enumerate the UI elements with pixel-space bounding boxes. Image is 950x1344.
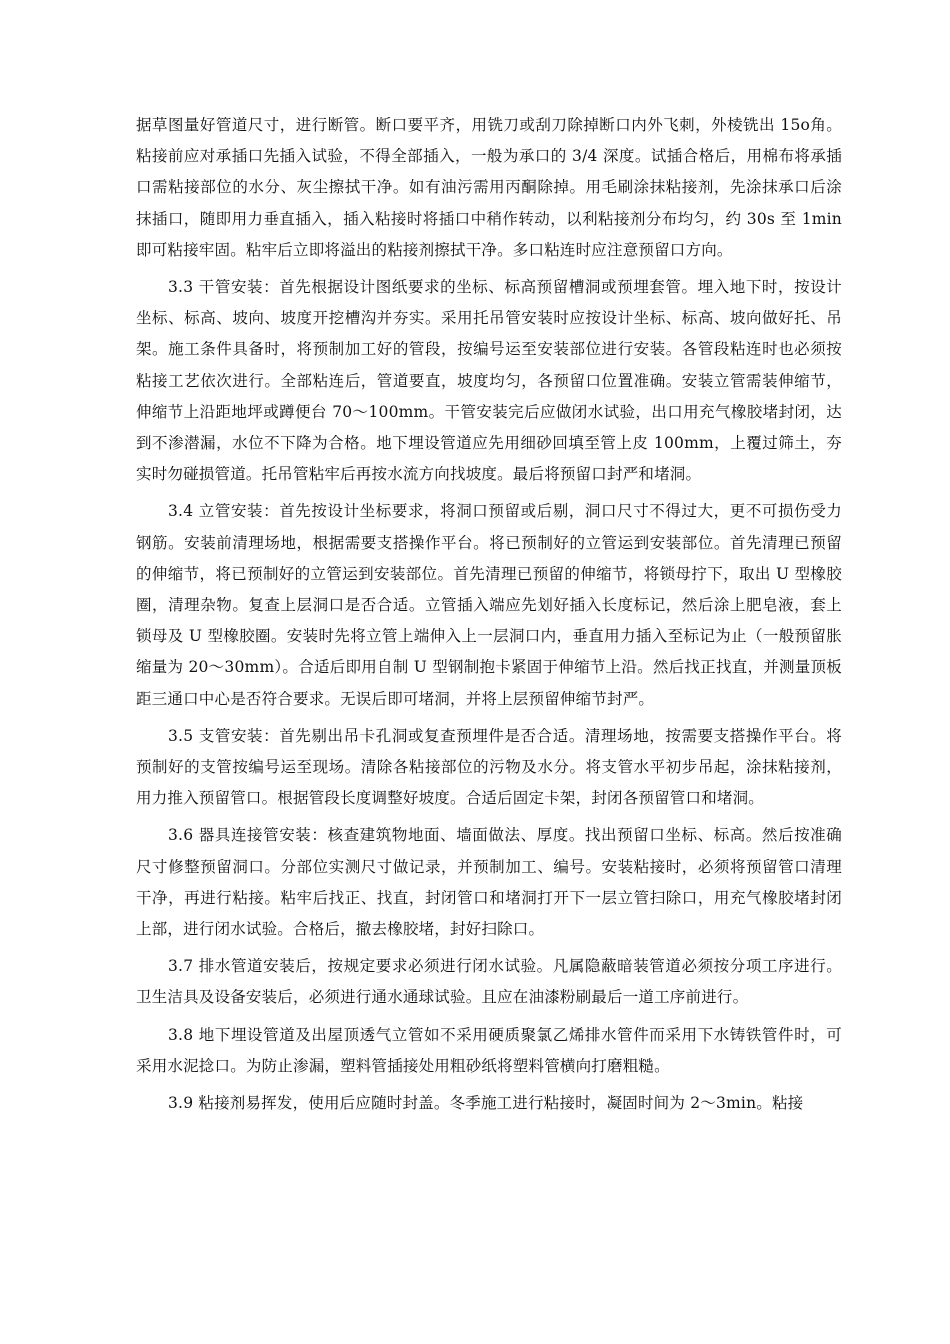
paragraph-3-4-riser-installation: 3.4 立管安装：首先按设计坐标要求，将洞口预留或后剔，洞口尺寸不得过大，更不可损伤受力钢筋。安装前清理场地，根据需要支搭操作平台。将已预制好的立管运到安装部位。首先清理已预留的伸缩节，将已预制好的立管运到安装部位。首先清理已预留的伸缩节，将锁母拧下，取出 U 型橡胶圈，清理杂物。复查上层洞口是否合适。立管插入端应先划好插入长度标记，然后涂上肥皂液，套上锁母及 U 型橡胶圈。安装时先将立管上端伸入上一层洞口内，垂直用力插入至标记为止（一般预留胀缩量为 20～30mm）。合适后即用自制 U 型钢制抱卡紧固于伸缩节上沿。然后找正找直，并测量顶板距三通口中心是否符合要求。无误后即可堵洞，并将上层预留伸缩节封严。: [136, 502, 842, 708]
paragraph-3-9-adhesive: 3.9 粘接剂易挥发，使用后应随时封盖。冬季施工进行粘接时，凝固时间为 2～3min。粘接: [168, 1094, 804, 1113]
paragraph-3-6-fixture-connection: 3.6 器具连接管安装：核查建筑物地面、墙面做法、厚度。找出预留口坐标、标高。然后按准确尺寸修整预留洞口。分部位实测尺寸做记录，并预制加工、编号。安装粘接时，必须将预留管口清理干净，再进行粘接。粘牢后找正、找直，封闭管口和堵洞打开下一层立管扫除口，用充气橡胶堵封闭上部，进行闭水试验。合格后，撤去橡胶堵，封好扫除口。: [136, 826, 842, 939]
paragraph-3-7-closed-water-test: 3.7 排水管道安装后，按规定要求必须进行闭水试验。凡属隐蔽暗装管道必须按分项工序进行。卫生洁具及设备安装后，必须进行通水通球试验。且应在油漆粉刷最后一道工序前进行。: [136, 957, 842, 1007]
document-body: [136, 110, 842, 1125]
paragraph-continued: 据草图量好管道尺寸，进行断管。断口要平齐，用铣刀或刮刀除掉断口内外飞刺，外棱铣出 15o角。粘接前应对承插口先插入试验，不得全部插入，一般为承口的 3/4 深度。试插合格后，用棉布将承插口需粘接部位的水分、灰尘擦拭干净。如有油污需用丙酮除掉。用毛刷涂抹粘接剂，先涂抹承口后涂抹插口，随即用力垂直插入，插入粘接时将插口中稍作转动，以利粘接剂分布均匀，约 30s 至 1min 即可粘接牢固。粘牢后立即将溢出的粘接剂擦拭干净。多口粘连时应注意预留口方向。: [136, 116, 842, 259]
paragraph-3-5-branch-pipe-installation: 3.5 支管安装：首先剔出吊卡孔洞或复查预埋件是否合适。清理场地，按需要支搭操作平台。将预制好的支管按编号运至现场。清除各粘接部位的污物及水分。将支管水平初步吊起，涂抹粘接剂，用力推入预留管口。根据管段长度调整好坡度。合适后固定卡架，封闭各预留管口和堵洞。: [136, 726, 842, 808]
paragraph-3-8-buried-pipes: 3.8 地下埋设管道及出屋顶透气立管如不采用硬质聚氯乙烯排水管件而采用下水铸铁管件时，可采用水泥捻口。为防止渗漏，塑料管插接处用粗砂纸将塑料管横向打磨粗糙。: [136, 1025, 842, 1075]
paragraph-3-3-main-pipe-installation: 3.3 干管安装：首先根据设计图纸要求的坐标、标高预留槽洞或预埋套管。埋入地下时，按设计坐标、标高、坡向、坡度开挖槽沟并夯实。采用托吊管安装时应按设计坐标、标高、坡向做好托、吊架。施工条件具备时，将预制加工好的管段，按编号运至安装部位进行安装。各管段粘连时也必须按粘接工艺依次进行。全部粘连后，管道要直，坡度均匀，各预留口位置准确。安装立管需装伸缩节，伸缩节上沿距地坪或蹲便台 70～100mm。干管安装完后应做闭水试验，出口用充气橡胶堵封闭，达到不渗潜漏，水位不下降为合格。地下埋设管道应先用细砂回填至管上皮 100mm，上覆过筛土，夯实时勿碰损管道。托吊管粘牢后再按水流方向找坡度。最后将预留口封严和堵洞。: [136, 278, 842, 484]
